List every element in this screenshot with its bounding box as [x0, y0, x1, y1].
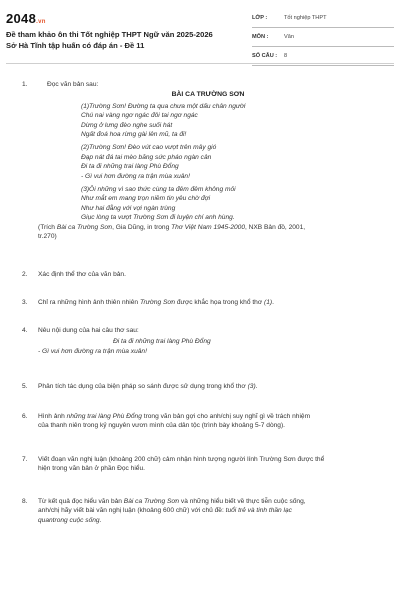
- question-text-emphasis: quantrong cuộc sống.: [38, 516, 102, 524]
- poem-line: Như hai đằng với vợi ngàn trùng: [81, 204, 176, 212]
- question-text-emphasis: những trai làng Phù Đổng: [66, 413, 142, 420]
- poem-line: Giục lòng ta vượt Trường Sơn đi luyện chí anh hùng.: [81, 214, 235, 222]
- document-header: [0, 0, 400, 66]
- question-text: Nêu nội dung của hai câu thơ sau:: [38, 327, 139, 334]
- meta-row-subject: [252, 31, 394, 47]
- meta-value: 8: [284, 53, 288, 59]
- source-text: , Gia Dũng, in trong: [112, 223, 172, 231]
- exam-title: Đề tham khảo ôn thi Tốt nghiệp THPT Ngữ văn 2025-2026: [6, 30, 213, 39]
- meta-label: SỐ CÂU :: [252, 53, 278, 59]
- question-text-part: Phân tích tác dụng của biện pháp so sánh được sử dụng trong khổ thơ: [38, 383, 248, 390]
- question-text-emphasis: (3): [247, 383, 256, 390]
- meta-value: Tốt nghiệp THPT: [284, 15, 327, 21]
- question-text: [38, 412, 378, 431]
- poem-line: Dừng ở lưng đèo nghe suối hát: [81, 121, 173, 129]
- poem-line: (3)Ôi những vì sao thức cùng ta đêm đêm không mỏi: [81, 186, 236, 194]
- source-page: tr.270): [38, 233, 57, 241]
- source-text: (Trích: [38, 223, 57, 231]
- question-text-part: anh/chị hãy viết bài văn nghị luận (khoảng 600 chữ) với chủ đề:: [38, 507, 226, 515]
- header-divider: [6, 63, 394, 64]
- question-number: 5.: [22, 383, 28, 390]
- question-text-part: Hình ảnh: [38, 413, 67, 420]
- question-text-line: [38, 506, 378, 515]
- exam-subtitle: Sở Hà Tĩnh tập huấn có đáp án - Đề 11: [6, 41, 145, 50]
- source-text: , NXB Bản đồ, 2001,: [244, 223, 306, 231]
- question-text-part: được khắc họa trong khổ thơ: [175, 299, 265, 306]
- question-text-part: trong văn bản gợi cho anh/chị suy nghĩ gì về trách nhiệm: [141, 413, 311, 420]
- question-number: 6.: [22, 413, 28, 420]
- meta-label: MÔN :: [252, 34, 269, 40]
- question-text-part: .: [272, 299, 274, 306]
- question-text-part: .: [255, 383, 258, 390]
- question-number: 2.: [22, 271, 28, 278]
- poem-line: Chú nai vàng ngơ ngác đôi tai ngơ ngác: [81, 112, 198, 120]
- question-text-emphasis: tuổi trẻ và tinh thần lạc: [225, 507, 292, 515]
- quoted-line: - Gì vui hơn đường ra trận mùa xuân!: [38, 347, 147, 355]
- poem-line: Đạp nát đá tai mèo băng sức pháo ngàn cân: [81, 153, 212, 161]
- question-number: 3.: [22, 299, 28, 306]
- poem-line: (2)Trường Sơn! Đèo vút cao vượt trên mây gió: [81, 144, 217, 152]
- poem-line: - Gì vui hơn đường ra trận mùa xuân!: [81, 172, 190, 180]
- question-number: 8.: [22, 498, 28, 505]
- question-text-part: Từ kết quả đọc hiểu văn bản: [38, 498, 124, 505]
- meta-value: Văn: [284, 34, 294, 40]
- question-intro: Đọc văn bản sau:: [47, 81, 99, 88]
- question-number: 4.: [22, 327, 28, 334]
- source-book-title: Thơ Việt Nam 1945-2000: [171, 223, 245, 231]
- logo-main: 2048: [6, 11, 37, 26]
- quoted-line: Đi ta đi những trai làng Phù Đổng: [113, 338, 211, 346]
- poem-title: BÀI CA TRƯỜNG SƠN: [171, 91, 245, 99]
- question-text-line: hiện trong văn bản ở phần Đọc hiểu.: [38, 465, 145, 473]
- question-number: 1.: [22, 81, 28, 88]
- question-text: [38, 497, 378, 525]
- question-body: [38, 80, 378, 242]
- poem-line: (1)Trường Sơn! Đường ta qua chưa một dấu chân người: [81, 102, 246, 110]
- question-number: 7.: [22, 456, 28, 463]
- site-logo[interactable]: [6, 11, 46, 26]
- question-text-part: Chỉ ra những hình ảnh thiên nhiên: [38, 299, 140, 306]
- question-text-emphasis: Bài ca Trường Sơn: [123, 498, 180, 505]
- question-text-emphasis: (1): [264, 299, 273, 306]
- poem-stanza-1: [38, 102, 378, 140]
- poem-line: Ngất đoá hoa rừng gài lên mũ, ta đi!: [81, 131, 187, 139]
- question-text-part: và những hiểu biết về thực tiễn cuộc sống,: [179, 498, 306, 505]
- poem-stanza-3: [38, 185, 378, 223]
- question-body: [38, 326, 378, 356]
- poem-line: Đi ta đi những trai làng Phù Đổng: [81, 163, 179, 171]
- question-text-emphasis: Trường Sơn: [139, 299, 176, 306]
- question-text: [38, 455, 378, 474]
- question-text-line: [38, 497, 378, 506]
- logo-suffix: .vn: [36, 19, 46, 25]
- meta-label: LỚP :: [252, 15, 268, 21]
- poem-line: Như mắt em mang trọn niềm tin yêu chờ đợi: [81, 195, 211, 203]
- poem-source: [38, 223, 378, 242]
- question-text-line: Viết đoạn văn nghị luận (khoảng 200 chữ) cảm nhận hình tượng người lính Trường Sơn được thể: [38, 456, 325, 463]
- source-work-title: Bài ca Trường Sơn: [56, 223, 113, 231]
- poem-stanza-2: [38, 143, 378, 181]
- question-text: [38, 298, 378, 307]
- question-text-line: của thanh niên trong kỷ nguyên vươn mình của dân tộc (trình bày khoảng 5-7 dòng).: [38, 422, 286, 430]
- question-text: Xác định thể thơ của văn bản.: [38, 271, 126, 278]
- exam-meta-box: [252, 12, 394, 69]
- question-text: [38, 382, 378, 391]
- meta-row-class: [252, 12, 394, 28]
